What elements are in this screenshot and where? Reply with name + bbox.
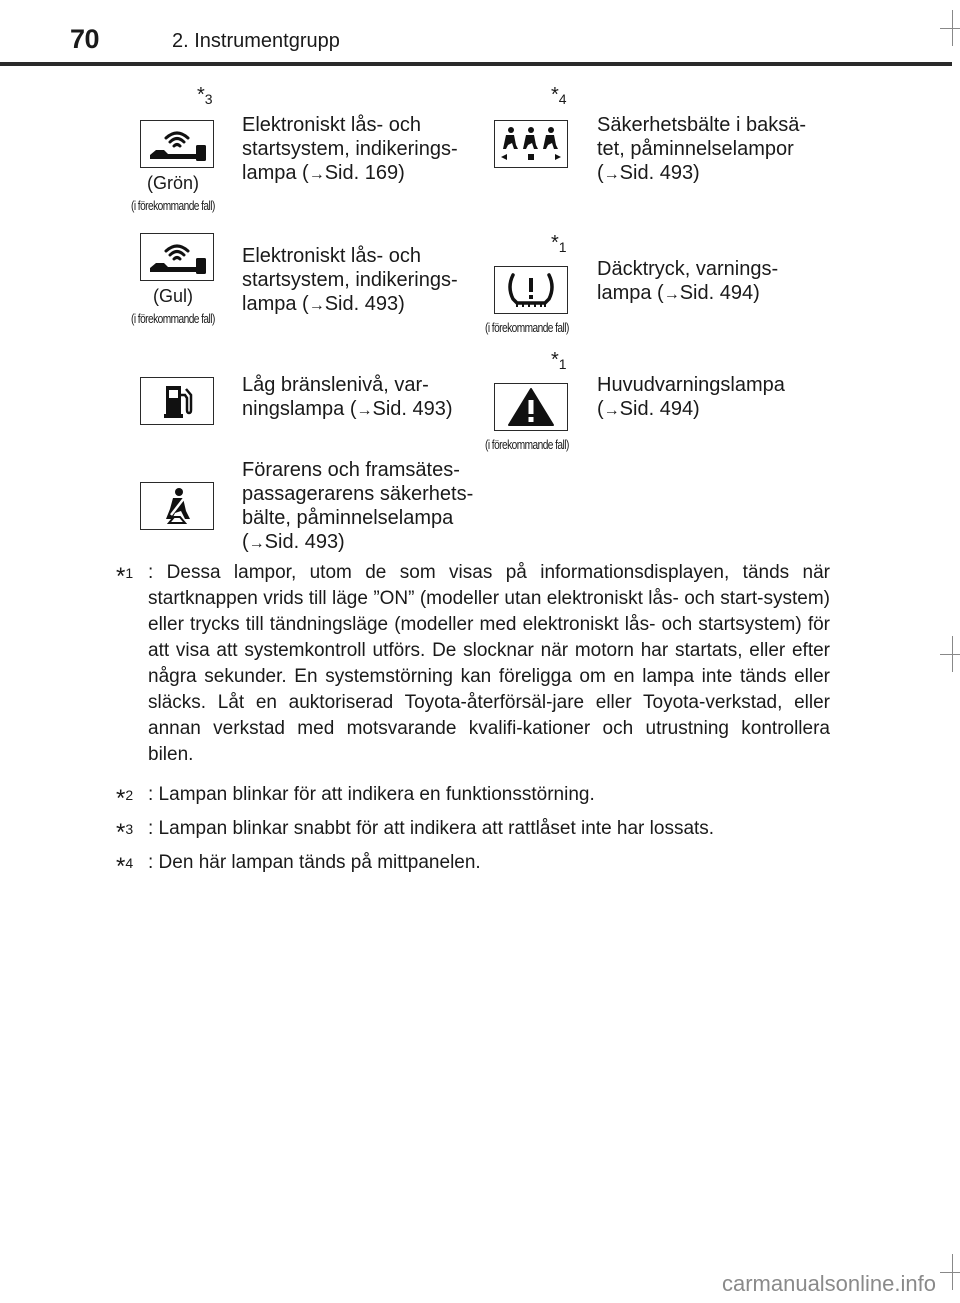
indicator-icon-box: [140, 120, 214, 168]
indicator-icon-box: [494, 120, 568, 168]
footnote-text: : Lampan blinkar snabbt för att indikera att rattlåset inte har lossats.: [148, 818, 715, 839]
crop-mark: [940, 654, 960, 655]
color-label: (Grön): [146, 173, 199, 193]
footnote-mark: *$^2$: [116, 785, 134, 812]
tire-pressure-warning-icon: [499, 269, 563, 311]
footnote-text: : Lampan blinkar för att indikera en funktionsstörning.: [148, 784, 595, 805]
footnote-mark: *$^1$: [116, 563, 134, 590]
if-equipped-note: (i förekommande fall): [131, 311, 215, 326]
indicator-description: Huvudvarningslampa (→Sid. 494): [597, 374, 785, 420]
indicator-description: Elektroniskt lås- och startsystem, indikerings- lampa (→Sid. 169): [242, 114, 458, 184]
if-equipped-note: (i förekommande fall): [485, 320, 569, 335]
footnote: [116, 816, 830, 846]
color-label: (Gul): [153, 286, 193, 306]
asterisk-mark: $*_1$: [551, 349, 567, 372]
page-number: 70: [70, 24, 100, 54]
footnote: [116, 850, 830, 880]
indicator-icon-box: [140, 482, 214, 530]
seatbelt-reminder-icon: [155, 485, 199, 527]
chapter-title: 2. Instrumentgrupp: [172, 30, 340, 52]
footnote: [116, 782, 830, 812]
indicator-description: Låg bränslenivå, var- ningslampa (→Sid. 493): [242, 374, 453, 420]
master-warning-icon: [506, 386, 556, 428]
footnote: [116, 560, 830, 768]
footnote-mark: *$^4$: [116, 853, 134, 880]
indicator-description: Däcktryck, varnings- lampa (→Sid. 494): [597, 258, 779, 304]
smart-key-indicator-icon: [144, 237, 210, 277]
smart-key-indicator-icon: [144, 124, 210, 164]
asterisk-mark: $*_4$: [551, 84, 567, 107]
crop-mark: [940, 1272, 960, 1273]
indicator-icon-box: [140, 377, 214, 425]
indicator-icon-box: [494, 383, 568, 431]
header-rule: [0, 62, 952, 66]
indicator-description: Elektroniskt lås- och startsystem, indikerings- lampa (→Sid. 493): [242, 245, 458, 315]
indicator-icon-box: [140, 233, 214, 281]
asterisk-mark: $*_1$: [551, 232, 567, 255]
footnote-text: : Dessa lampor, utom de som visas på informationsdisplayen, tänds när startknappen vrids till läge ”ON” (modeller utan elektroniskt lås- och start-system) eller trycks till tändningsläge (modeller med elektroniskt lås- och startsystem) för att visa att systemkontroll utförs. De slocknar när motorn har startats, eller efter några sekunder. En systemstörning kan föreligga om en lampa inte tänds eller släcks. Låt en auktoriserad Toyota-återförsäl-jare eller Toyota-verkstad, eller annan verkstad med motsvarande kvalifi-kationer och utrustning kontrollera bilen.: [148, 562, 830, 765]
footnote-mark: *$^3$: [116, 819, 134, 846]
asterisk-mark: $*_3$: [197, 84, 213, 107]
indicator-description: Säkerhetsbälte i baksä- tet, påminnelselampor (→Sid. 493): [597, 114, 807, 184]
rear-seatbelt-reminder-icon: [496, 123, 566, 165]
watermark: carmanualsonline.info: [721, 1271, 936, 1296]
low-fuel-icon: [157, 381, 197, 421]
footnote-text: : Den här lampan tänds på mittpanelen.: [148, 852, 481, 873]
crop-mark: [940, 28, 960, 29]
indicator-description: Förarens och framsätes- passagerarens säkerhets- bälte, påminnelselampa (→Sid. 493): [242, 459, 474, 553]
if-equipped-note: (i förekommande fall): [485, 437, 569, 452]
indicator-icon-box: [494, 266, 568, 314]
if-equipped-note: (i förekommande fall): [131, 198, 215, 213]
